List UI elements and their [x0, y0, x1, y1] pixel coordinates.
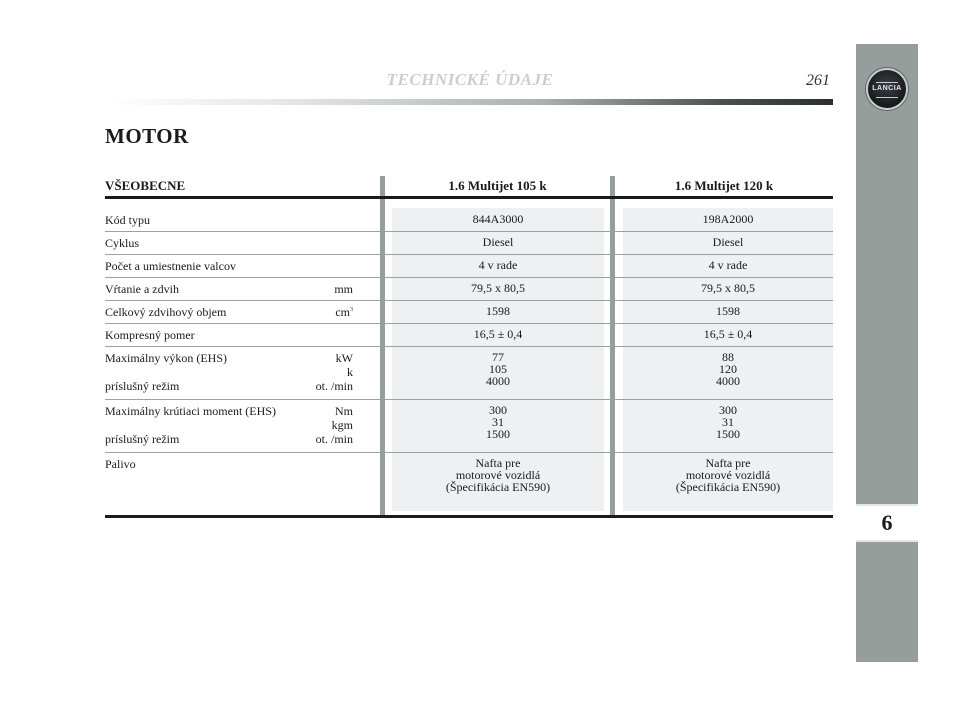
logo-line-bottom — [876, 97, 898, 98]
value-line: 198A2000 — [702, 212, 754, 226]
row-unit: Nm — [335, 404, 353, 418]
table-row — [105, 324, 833, 347]
value-120 — [623, 351, 833, 387]
row-label-line — [105, 259, 353, 273]
table-row — [105, 209, 833, 232]
row-label-line — [105, 351, 353, 365]
table-row — [105, 232, 833, 255]
table-row — [105, 453, 833, 515]
logo-line-top — [876, 82, 898, 83]
row-parameter-name: Celkový zdvihový objem — [105, 305, 227, 319]
table-row — [105, 255, 833, 278]
value-line: 1598 — [486, 304, 510, 318]
row-parameter-name: Cyklus — [105, 236, 140, 250]
column-header-120: 1.6 Multijet 120 k — [674, 178, 774, 193]
row-unit: kW — [335, 351, 353, 365]
header-underline — [105, 196, 833, 199]
row-parameter-name: Maximálny krútiaci moment (EHS) — [105, 404, 276, 418]
value-120 — [623, 404, 833, 440]
value-line: motorové vozidlá — [685, 468, 771, 482]
row-parameter-name: Maximálny výkon (EHS) — [105, 351, 227, 365]
value-line: Diesel — [482, 235, 514, 249]
value-120 — [623, 282, 833, 294]
header-rule — [105, 99, 833, 105]
value-line: 4000 — [486, 374, 510, 388]
row-label-line — [105, 432, 353, 446]
value-line: 16,5 ± 0,4 — [703, 327, 753, 341]
page-number: 261 — [806, 72, 830, 89]
value-105 — [392, 328, 604, 340]
row-parameter-name: Kompresný pomer — [105, 328, 195, 342]
value-line: 1500 — [486, 427, 510, 441]
value-105 — [392, 305, 604, 317]
chapter-tab[interactable]: 6 — [856, 504, 918, 542]
row-label — [105, 236, 353, 250]
value-line: 105 — [489, 362, 507, 376]
table-row — [105, 347, 833, 400]
value-120 — [623, 328, 833, 340]
value-line: 31 — [492, 415, 504, 429]
table-bottom-rule — [105, 515, 833, 518]
row-label — [105, 282, 353, 296]
value-line: 4 v rade — [708, 258, 748, 272]
lancia-logo-icon — [866, 68, 908, 110]
value-line: Nafta pre — [705, 456, 751, 470]
row-label-line — [105, 236, 353, 250]
row-label-line — [105, 457, 353, 471]
row-label — [105, 351, 353, 393]
row-label-line — [105, 404, 353, 418]
value-line: 88 — [722, 350, 734, 364]
row-label-line — [105, 213, 353, 227]
value-105 — [392, 404, 604, 440]
unit-superscript: 3 — [350, 307, 353, 313]
value-line: 31 — [722, 415, 734, 429]
row-unit: k — [347, 365, 353, 379]
value-120 — [623, 457, 833, 493]
value-line: (Špecifikácia EN590) — [675, 480, 781, 494]
value-line: 79,5 x 80,5 — [701, 281, 755, 295]
value-line: (Špecifikácia EN590) — [445, 480, 551, 494]
value-120 — [623, 305, 833, 317]
row-label — [105, 328, 353, 342]
row-label — [105, 305, 353, 319]
row-parameter-name: príslušný režim — [105, 379, 180, 393]
row-label-line — [105, 418, 353, 432]
table-row — [105, 301, 833, 324]
row-label-line — [105, 328, 353, 342]
value-line: 4 v rade — [478, 258, 518, 272]
row-label — [105, 213, 353, 227]
row-label-line — [105, 379, 353, 393]
value-line: Nafta pre — [475, 456, 521, 470]
value-line: 300 — [489, 403, 507, 417]
value-line: 16,5 ± 0,4 — [473, 327, 523, 341]
value-120 — [623, 213, 833, 225]
value-line: 1598 — [716, 304, 740, 318]
row-parameter-name: Kód typu — [105, 213, 150, 227]
value-120 — [623, 236, 833, 248]
engine-spec-table — [105, 176, 833, 520]
row-unit: $cm^3$ — [335, 305, 353, 319]
row-label-line — [105, 365, 353, 379]
row-unit: kgm — [331, 418, 353, 432]
row-label — [105, 457, 353, 471]
value-120 — [623, 259, 833, 271]
value-line: 844A3000 — [472, 212, 524, 226]
value-line: 120 — [719, 362, 737, 376]
running-header-title: TECHNICKÉ ÚDAJE — [386, 70, 554, 89]
row-label — [105, 259, 353, 273]
value-105 — [392, 457, 604, 493]
row-unit: ot. /min — [315, 432, 353, 446]
row-parameter-name: príslušný režim — [105, 432, 180, 446]
value-105 — [392, 351, 604, 387]
value-line: 1500 — [716, 427, 740, 441]
row-label-line — [105, 305, 353, 319]
logo-text: LANCIA — [872, 85, 902, 92]
table-row — [105, 278, 833, 301]
row-parameter-name: Palivo — [105, 457, 136, 471]
chapter-sidebar — [856, 44, 918, 662]
row-label-line — [105, 282, 353, 296]
column-header-105: 1.6 Multijet 105 k — [448, 178, 547, 193]
column-header-general: VŠEOBECNE — [105, 178, 186, 193]
value-line: 4000 — [716, 374, 740, 388]
table-row — [105, 400, 833, 453]
value-105 — [392, 236, 604, 248]
value-105 — [392, 259, 604, 271]
row-unit: mm — [334, 282, 353, 296]
row-unit: ot. /min — [315, 379, 353, 393]
row-parameter-name: Počet a umiestnenie valcov — [105, 259, 236, 273]
row-label — [105, 404, 353, 446]
row-parameter-name: Vŕtanie a zdvih — [105, 282, 179, 296]
value-line: motorové vozidlá — [455, 468, 541, 482]
value-line: 77 — [492, 350, 504, 364]
value-105 — [392, 282, 604, 294]
section-title: MOTOR — [105, 124, 189, 148]
value-line: 300 — [719, 403, 737, 417]
value-105 — [392, 213, 604, 225]
value-line: Diesel — [712, 235, 744, 249]
value-line: 79,5 x 80,5 — [471, 281, 525, 295]
